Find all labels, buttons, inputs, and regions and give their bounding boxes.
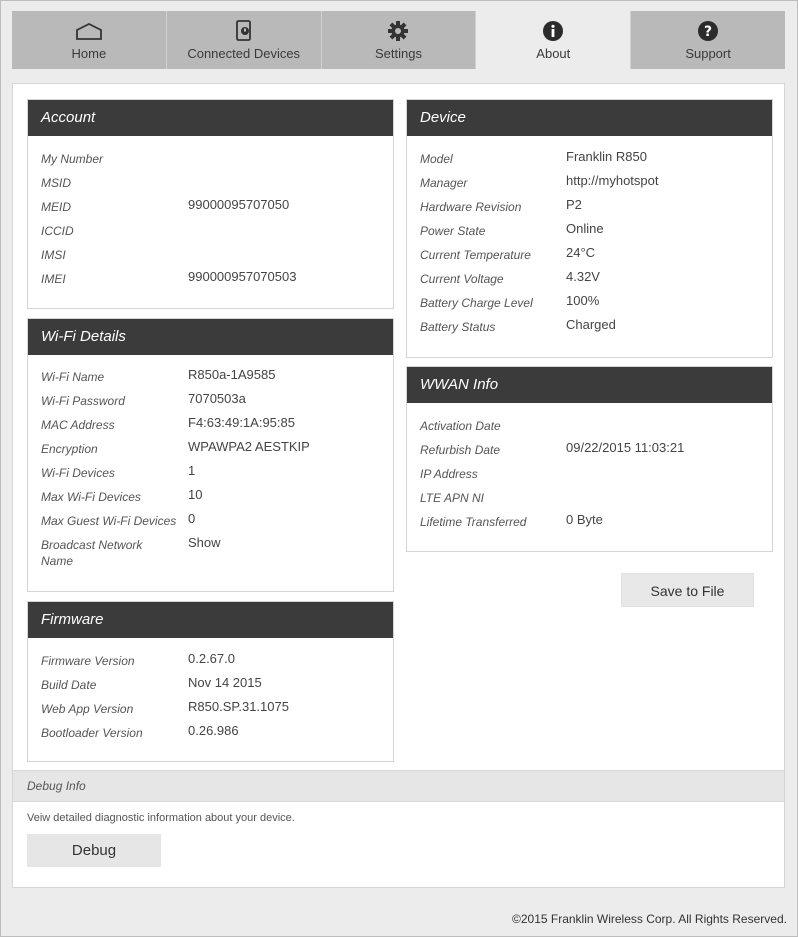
svg-text:?: ?: [704, 24, 713, 40]
tab-settings-label: Settings: [375, 46, 422, 61]
wwan-label: Activation Date: [420, 419, 501, 433]
account-label: MEID: [41, 200, 71, 214]
wifi-value: 7070503a: [188, 391, 246, 406]
footer-copyright: ©2015 Franklin Wireless Corp. All Rights Reserved.: [512, 912, 787, 926]
firmware-value: 0.26.986: [188, 723, 239, 738]
device-value: Franklin R850: [566, 149, 647, 164]
account-value: 99000095707050: [188, 197, 290, 212]
device-value: Charged: [566, 317, 616, 332]
wifi-value: 10: [188, 487, 203, 502]
account-panel: [27, 99, 394, 309]
tab-about[interactable]: [476, 11, 631, 69]
device-panel: [406, 99, 773, 358]
wifi-value: Show: [188, 535, 221, 550]
account-label: IMSI: [41, 248, 66, 262]
wwan-label: Lifetime Transferred: [420, 515, 527, 529]
tab-about-label: About: [536, 46, 571, 61]
tab-connected-devices[interactable]: [167, 11, 322, 69]
wwan-value: 0 Byte: [566, 512, 603, 527]
tab-connected-devices-label: Connected Devices: [187, 46, 301, 61]
tab-settings[interactable]: [322, 11, 477, 69]
account-label: ICCID: [41, 224, 74, 238]
wifi-label: Encryption: [41, 442, 98, 456]
wifi-label: Max Guest Wi-Fi Devices: [41, 514, 177, 528]
tab-home[interactable]: [12, 11, 167, 69]
firmware-label: Build Date: [41, 678, 97, 692]
account-label: MSID: [41, 176, 71, 190]
device-label: Current Temperature: [420, 248, 531, 262]
device-value: 4.32V: [566, 269, 600, 284]
device-value: 24°C: [566, 245, 596, 260]
wwan-value: 09/22/2015 11:03:21: [566, 440, 685, 455]
debug-description: Veiw detailed diagnostic information about your device.: [27, 812, 295, 824]
account-label: IMEI: [41, 272, 66, 286]
wifi-value: 1: [188, 463, 196, 478]
account-label: My Number: [41, 152, 104, 166]
wifi-value: WPAWPA2 AESTKIP: [188, 439, 310, 454]
device-label: Hardware Revision: [420, 200, 522, 214]
device-label: Manager: [420, 176, 468, 190]
wifi-value: F4:63:49:1A:95:85: [188, 415, 295, 430]
wifi-details-panel: [27, 318, 394, 592]
wifi-label: Wi-Fi Name: [41, 370, 105, 384]
firmware-title: Firmware: [28, 602, 393, 638]
wifi-label: Wi-Fi Password: [41, 394, 125, 408]
wifi-label: Wi-Fi Devices: [41, 466, 115, 480]
account-title: Account: [28, 100, 393, 136]
info-icon: [542, 20, 564, 42]
about-content: [12, 83, 785, 888]
account-value: 990000957070503: [188, 269, 297, 284]
wifi-value: 0: [188, 511, 196, 526]
device-label: Battery Status: [420, 320, 496, 334]
firmware-label: Firmware Version: [41, 654, 135, 668]
tab-support[interactable]: [631, 11, 785, 69]
wifi-label: Max Wi-Fi Devices: [41, 490, 141, 504]
gear-icon: [387, 20, 409, 42]
connected-devices-icon: [234, 20, 254, 42]
firmware-label: Web App Version: [41, 702, 134, 716]
firmware-value: R850.SP.31.1075: [188, 699, 289, 714]
question-icon: [697, 20, 719, 42]
main-nav: [12, 11, 785, 69]
save-to-file-button[interactable]: Save to File: [621, 573, 754, 607]
firmware-label: Bootloader Version: [41, 726, 143, 740]
wwan-info-panel: [406, 366, 773, 552]
wwan-label: LTE APN NI: [420, 491, 485, 505]
tab-home-label: Home: [71, 46, 107, 61]
firmware-value: Nov 14 2015: [188, 675, 262, 690]
debug-info-header: [13, 770, 784, 802]
wifi-label: Broadcast Network Name: [41, 538, 143, 568]
firmware-value: 0.2.67.0: [188, 651, 235, 666]
wwan-label: Refurbish Date: [420, 443, 501, 457]
wifi-value: R850a-1A9585: [188, 367, 276, 382]
device-label: Power State: [420, 224, 486, 238]
device-value: P2: [566, 197, 582, 212]
device-value: Online: [566, 221, 604, 236]
device-title: Device: [407, 100, 772, 136]
firmware-panel: [27, 601, 394, 762]
debug-button[interactable]: Debug: [27, 834, 161, 867]
tab-support-label: Support: [685, 46, 731, 61]
wifi-details-title: Wi-Fi Details: [28, 319, 393, 355]
device-value: 100%: [566, 293, 600, 308]
debug-info-title: Debug Info: [27, 779, 86, 793]
device-label: Current Voltage: [420, 272, 504, 286]
device-label: Battery Charge Level: [420, 296, 533, 310]
wifi-label: MAC Address: [41, 418, 115, 432]
device-label: Model: [420, 152, 453, 166]
device-value: http://myhotspot: [566, 173, 659, 188]
wwan-label: IP Address: [420, 467, 478, 481]
home-icon: [74, 20, 104, 42]
wwan-info-title: WWAN Info: [407, 367, 772, 403]
